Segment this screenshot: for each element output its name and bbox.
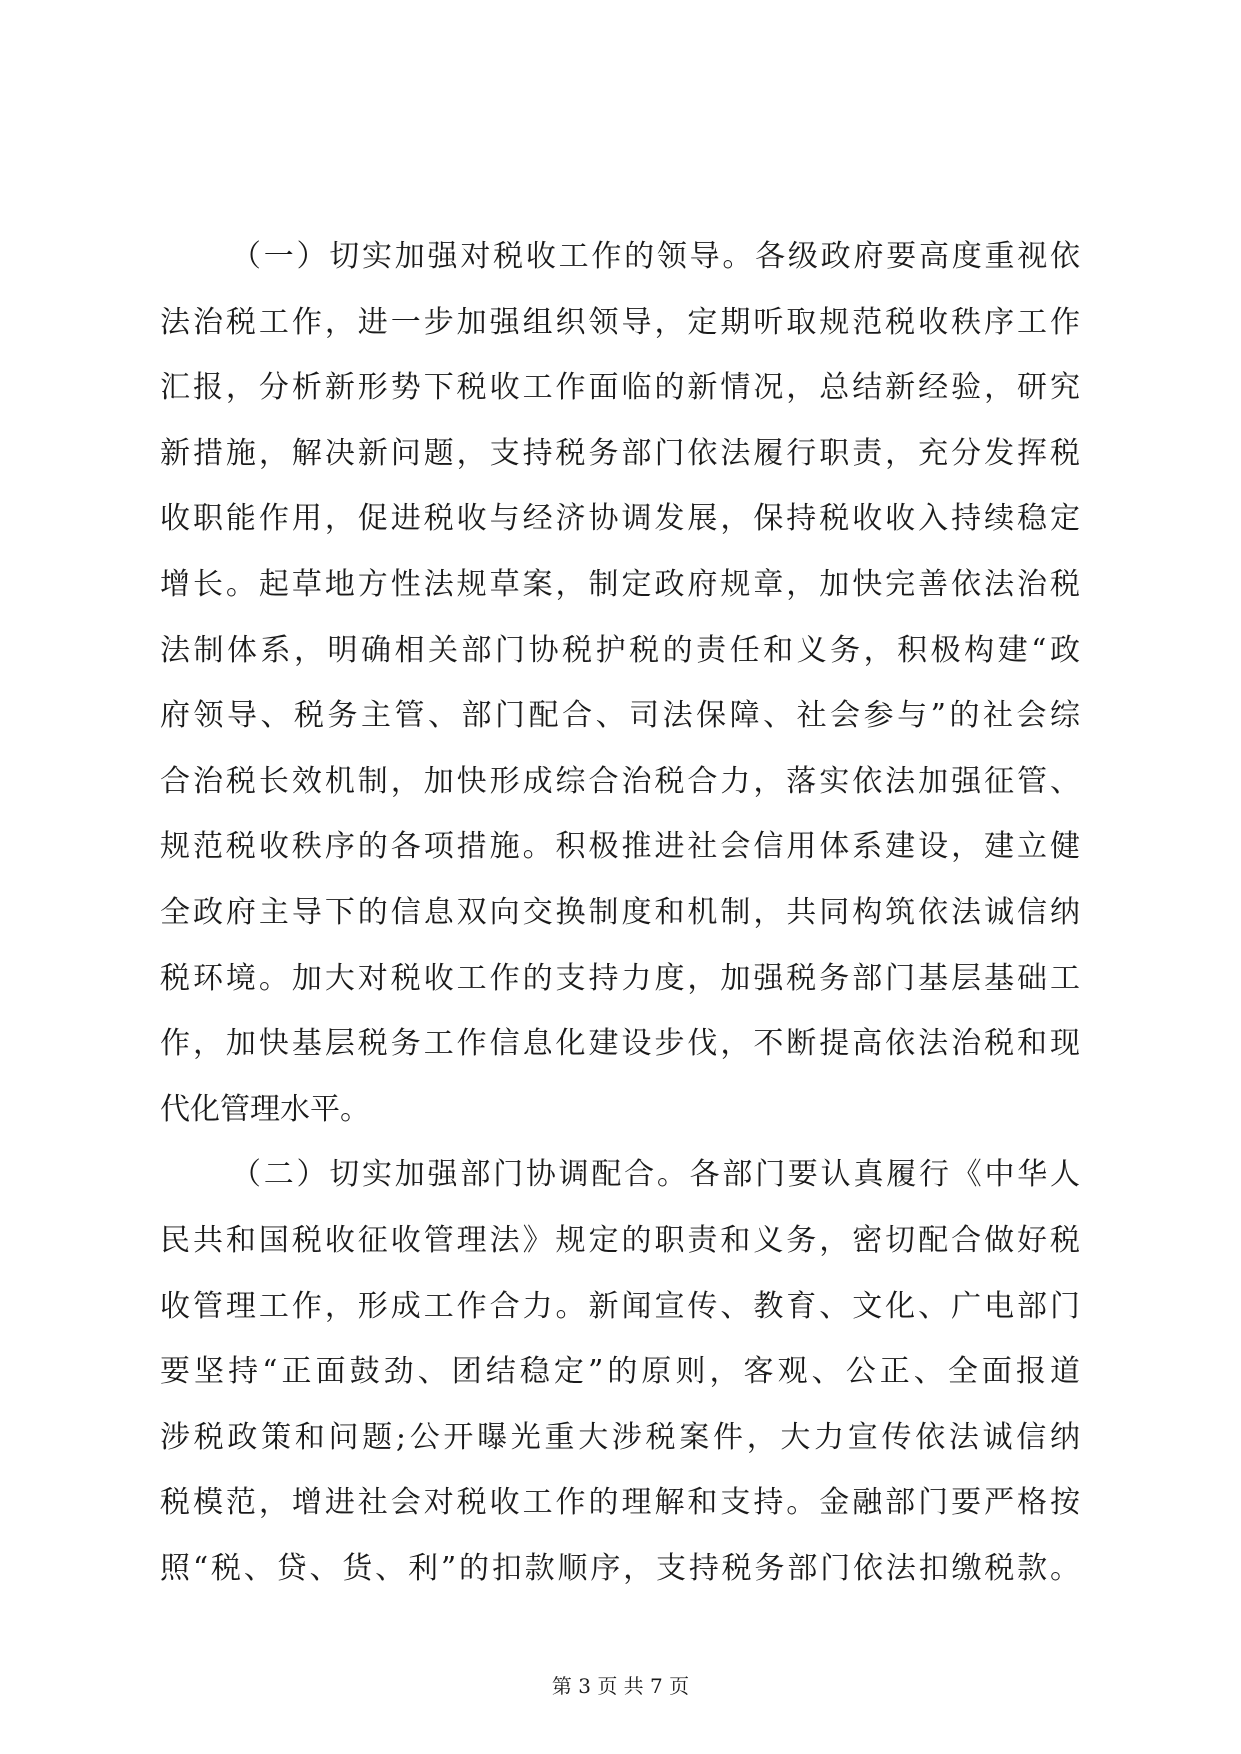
paragraph-line: 法治税工作，进一步加强组织领导，定期听取规范税收秩序工作 <box>160 304 1080 340</box>
paragraph-line: 民共和国税收征收管理法》规定的职责和义务，密切配合做好税 <box>160 1222 1080 1258</box>
paragraph-line: 收管理工作，形成工作合力。新闻宣传、教育、文化、广电部门 <box>160 1288 1080 1324</box>
paragraph-line: 全政府主导下的信息双向交换制度和机制，共同构筑依法诚信纳 <box>160 894 1080 930</box>
paragraph-line: 汇报，分析新形势下税收工作面临的新情况，总结新经验，研究 <box>160 370 1080 406</box>
paragraph-line: 税环境。加大对税收工作的支持力度，加强税务部门基层基础工 <box>160 960 1080 996</box>
paragraph-line: 税模范，增进社会对税收工作的理解和支持。金融部门要严格按 <box>160 1485 1080 1521</box>
paragraph-line: 法制体系，明确相关部门协税护税的责任和义务，积极构建“政 <box>160 632 1080 668</box>
paragraph-line: 增长。起草地方性法规草案，制定政府规章，加快完善依法治税 <box>160 566 1080 602</box>
paragraph-line: 合治税长效机制，加快形成综合治税合力，落实依法加强征管、 <box>160 763 1080 799</box>
paragraph-1 <box>160 224 1080 1142</box>
paragraph-line: 新措施，解决新问题，支持税务部门依法履行职责，充分发挥税 <box>160 435 1080 471</box>
document-body <box>160 224 1080 1601</box>
paragraph-line: 收职能作用，促进税收与经济协调发展，保持税收收入持续稳定 <box>160 501 1080 537</box>
paragraph-line: （二）切实加强部门协调配合。各部门要认真履行《中华人 <box>231 1157 1080 1193</box>
paragraph-line: （一）切实加强对税收工作的领导。各级政府要高度重视依 <box>231 239 1080 274</box>
paragraph-line: 照“税、贷、货、利”的扣款顺序，支持税务部门依法扣缴税款。 <box>160 1550 1080 1586</box>
paragraph-line: 代化管理水平。 <box>160 1091 370 1127</box>
paragraph-line: 规范税收秩序的各项措施。积极推进社会信用体系建设，建立健 <box>160 829 1080 865</box>
paragraph-line: 涉税政策和问题;公开曝光重大涉税案件，大力宣传依法诚信纳 <box>160 1419 1080 1455</box>
page-number-footer: 第 3 页 共 7 页 <box>551 1674 690 1698</box>
paragraph-2 <box>160 1142 1080 1601</box>
paragraph-line: 府领导、税务主管、部门配合、司法保障、社会参与”的社会综 <box>160 698 1080 734</box>
paragraph-line: 作，加快基层税务工作信息化建设步伐，不断提高依法治税和现 <box>160 1026 1080 1062</box>
paragraph-line: 要坚持“正面鼓劲、团结稳定”的原则，客观、公正、全面报道 <box>160 1354 1080 1390</box>
